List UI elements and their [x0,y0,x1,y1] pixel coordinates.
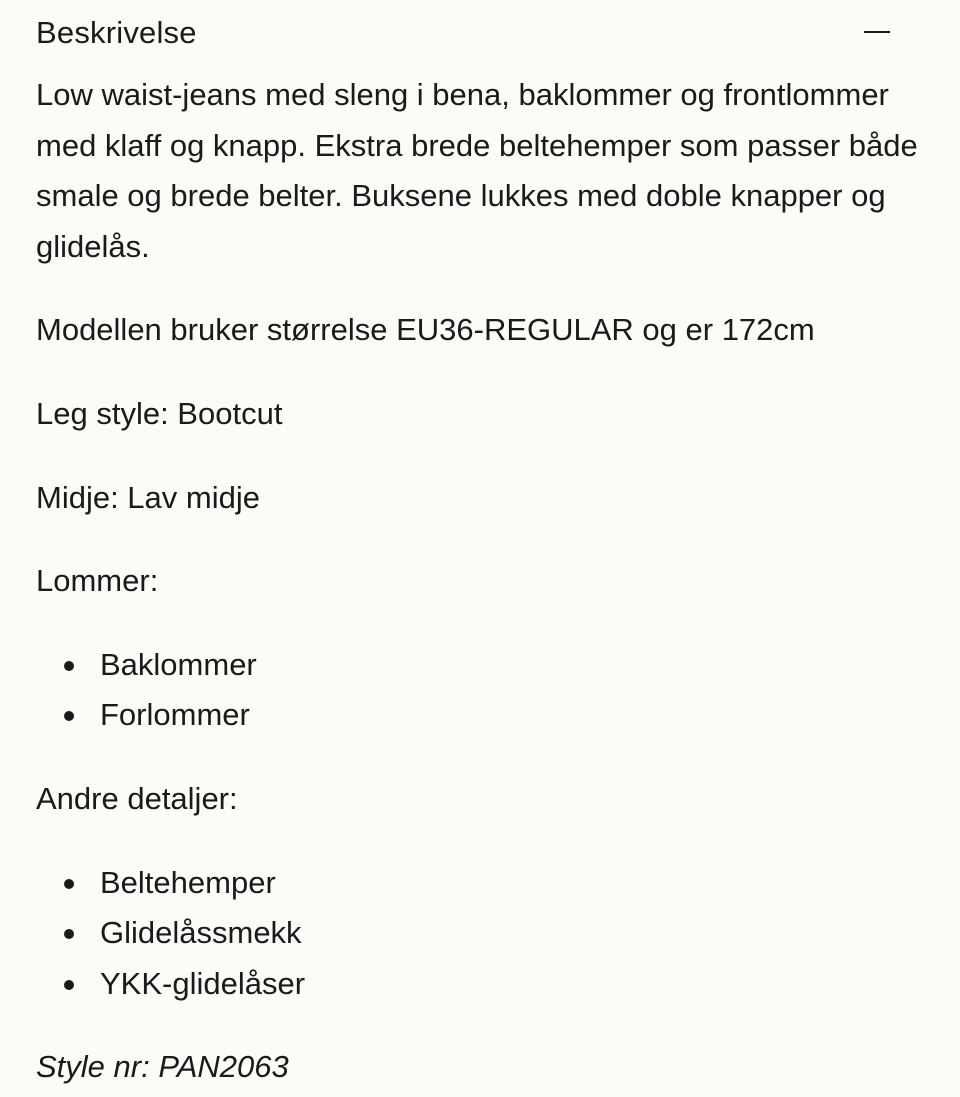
leg-style: Leg style: Bootcut [36,395,283,431]
details-list [36,858,924,1010]
list-item: Baklommer [100,640,924,691]
description-accordion [36,0,924,1093]
style-number: Style nr: PAN2063 [36,1049,289,1085]
list-item: Forlommer [100,690,924,741]
list-item: Beltehemper [100,858,924,909]
details-heading: Andre detaljer: [36,780,238,816]
list-item: Glidelåssmekk [100,908,924,959]
waist-info: Midje: Lav midje [36,479,260,515]
minus-icon[interactable] [864,22,890,42]
list-item: YKK-glidelåser [100,959,924,1010]
accordion-header[interactable] [36,0,924,64]
product-description: Low waist-jeans med sleng i bena, baklommer og frontlommer med klaff og knapp. Ekstra brede beltehemper som passer både smale og brede belter. Buksene lukkes med doble knapper og glidelås. [36,77,918,264]
pockets-list [36,640,924,741]
accordion-title: Beskrivelse [36,15,197,50]
accordion-body [36,70,924,1093]
pockets-heading: Lommer: [36,563,159,599]
model-info: Modellen bruker størrelse EU36-REGULAR og er 172cm [36,312,815,348]
